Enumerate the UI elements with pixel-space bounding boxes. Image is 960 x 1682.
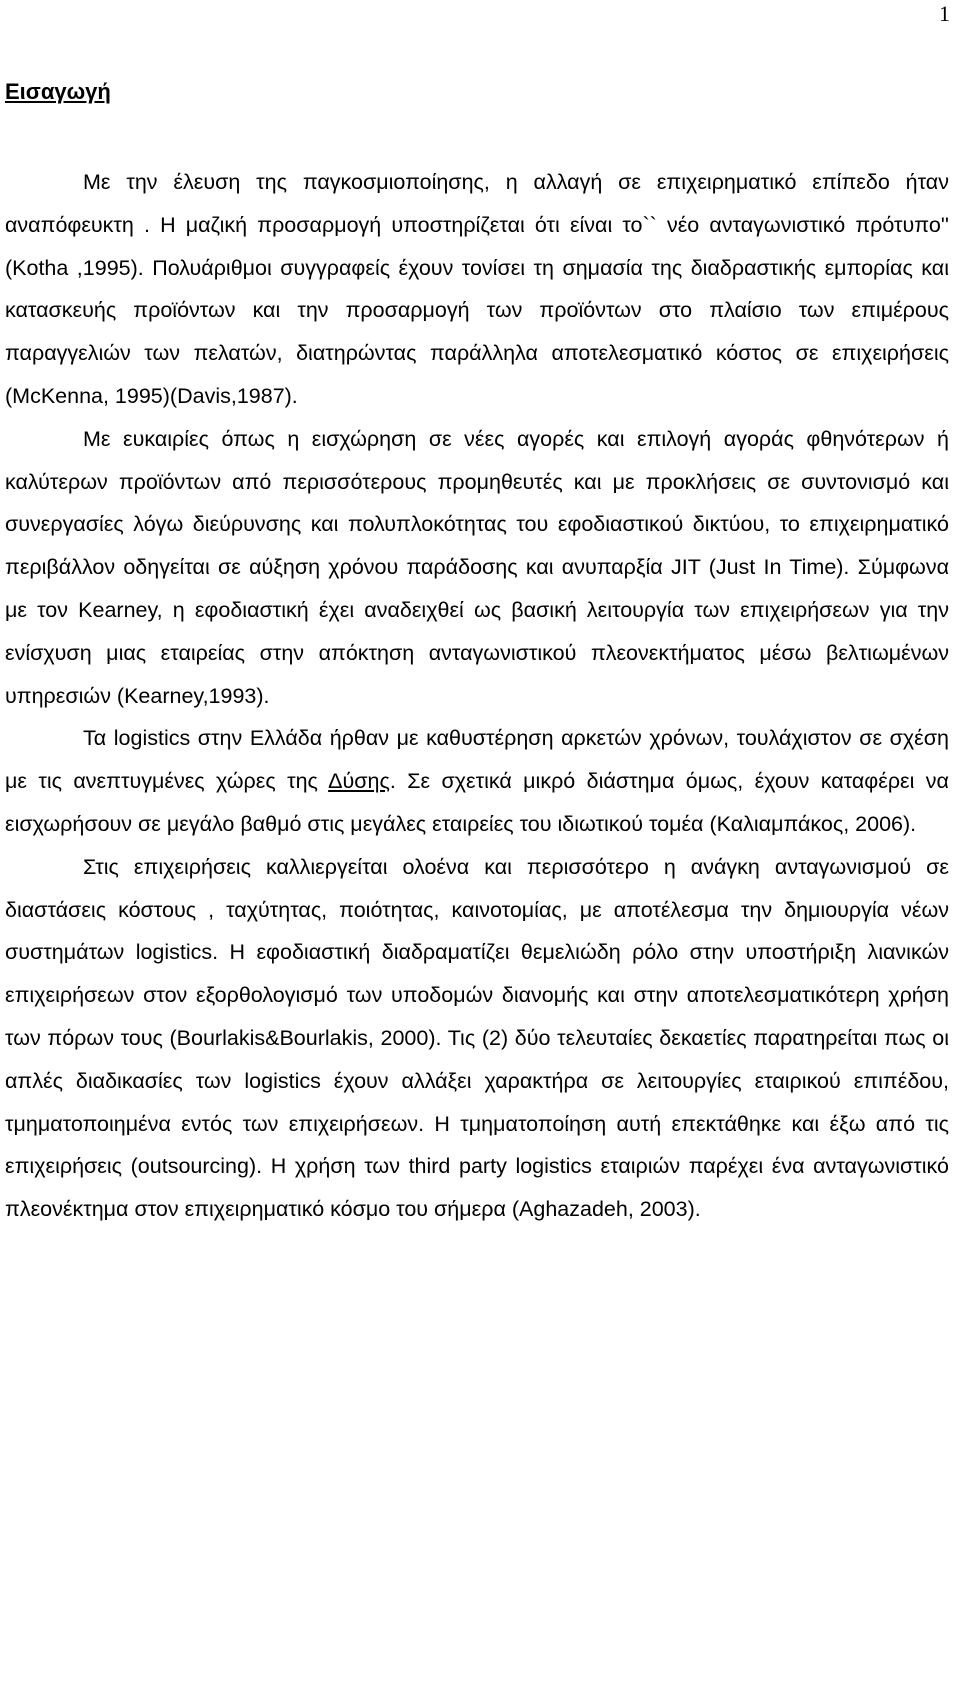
paragraph-opportunities: Με ευκαιρίες όπως η εισχώρηση σε νέες αγορές και επιλογή αγοράς φθηνότερων ή καλύτερων προϊόντων από περισσότερους προμηθευτές και με προκλήσεις σε συντονισμό και συνεργασίες λόγω διεύρυνσης και πολυπλοκότητας του εφοδιαστικού δικτύου, το επιχειρηματικό περιβάλλον οδηγείται σε αύξηση χρόνου παράδοσης και ανυπαρξία JIT (Just In Time). Σύμφωνα με τον Kearney, η εφοδιαστική έχει αναδειχθεί ως βασική λειτουργία των επιχειρήσεων για την ενίσχυση μιας εταιρείας στην απόκτηση ανταγωνιστικού πλεονεκτήματος μέσω βελτιωμένων υπηρεσιών (Kearney,1993). [5,426,949,708]
section-heading: Εισαγωγή [5,79,111,104]
underlined-word: Δύσης [328,769,390,794]
page-number: 1 [939,1,950,26]
paragraph-logistics-greece-part2: . Σε σχετικά μικρό διάστημα όμως, έχουν καταφέρει να εισχωρήσουν σε μεγάλο βαθμό στις μεγάλες εταιρείες του ιδιωτικού τομέα (Καλιαμπάκος, 2006). [5,769,949,836]
paragraph-logistics-greece [5,717,949,845]
paragraph-competition: Στις επιχειρήσεις καλλιεργείται ολοένα και περισσότερο η ανάγκη ανταγωνισμού σε διαστάσεις κόστους , ταχύτητας, ποιότητας, καινοτομίας, με αποτέλεσμα την δημιουργία νέων συστημάτων logistics. Η εφοδιαστική διαδραματίζει θεμελιώδη ρόλο στην υποστήριξη λιανικών επιχειρήσεων στον εξορθολογισμό των υποδομών διανομής και στην αποτελεσματικότερη χρήση των πόρων τους (Bourlakis&Bourlakis, 2000). Τις (2) δύο τελευταίες δεκαετίες παρατηρείται πως οι απλές διαδικασίες των logistics έχουν αλλάξει χαρακτήρα σε λειτουργίες εταιρικού επιπέδου, τμηματοποιημένα εντός των επιχειρήσεων. Η τμηματοποίηση αυτή επεκτάθηκε και έξω από τις επιχειρήσεις (outsourcing). Η χρήση των third party logistics εταιριών παρέχει ένα ανταγωνιστικό πλεονέκτημα στον επιχειρηματικό κόσμο του σήμερα (Aghazadeh, 2003). [5,854,949,1222]
paragraph-logistics-greece-part1: Τα logistics στην Ελλάδα ήρθαν με καθυστέρηση αρκετών χρόνων, τουλάχιστον σε σχέση με τις ανεπτυγμένες χώρες της [5,726,949,794]
paragraph-globalization: Με την έλευση της παγκοσμιοποίησης, η αλλαγή σε επιχειρηματικό επίπεδο ήταν αναπόφευκτη . Η μαζική προσαρμογή υποστηρίζεται ότι είναι το`` νέο ανταγωνιστικό πρότυπο'' (Kotha ,1995). Πολυάριθμοι συγγραφείς έχουν τονίσει τη σημασία της διαδραστικής εμπορίας και κατασκευής προϊόντων και την προσαρμογή των προϊόντων στο πλαίσιο των επιμέρους παραγγελιών των πελατών, διατηρώντας παράλληλα αποτελεσματικό κόστος σε επιχειρήσεις (McKenna, 1995)(Davis,1987). [5,170,949,408]
document-body [5,74,949,1231]
